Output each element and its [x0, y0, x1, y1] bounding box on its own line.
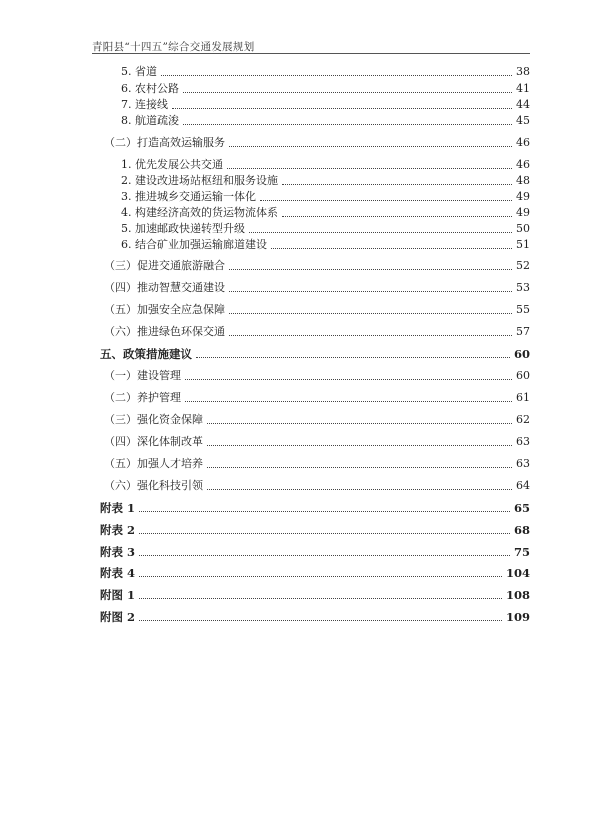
- toc-entry-page: 61: [516, 391, 530, 404]
- toc-entry[interactable]: [104, 479, 530, 493]
- toc-entry-label: 五、政策措施建议: [100, 347, 192, 361]
- toc-entry-page: 48: [516, 174, 530, 187]
- toc-entry[interactable]: [100, 545, 530, 559]
- toc-entry-label: （五）加强人才培养: [104, 457, 203, 470]
- dot-leader: [249, 232, 512, 233]
- toc-entry-label: 7. 连接线: [121, 98, 168, 111]
- toc-entry-page: 46: [516, 136, 530, 149]
- toc-entry-page: 63: [516, 435, 530, 448]
- toc-entry-page: 63: [516, 457, 530, 470]
- toc-entry-page: 68: [513, 523, 530, 537]
- toc-entry[interactable]: [121, 82, 530, 96]
- dot-leader: [207, 467, 512, 468]
- toc-entry-page: 49: [516, 206, 530, 219]
- toc-entry[interactable]: [104, 281, 530, 295]
- toc-entry[interactable]: [104, 413, 530, 427]
- dot-leader: [139, 620, 502, 621]
- toc-entry-page: 109: [505, 610, 530, 624]
- toc-entry-label: 2. 建设改进场站枢纽和服务设施: [121, 174, 278, 187]
- dot-leader: [185, 379, 512, 380]
- toc-entry-label: 附图 1: [100, 588, 136, 602]
- dot-leader: [227, 168, 512, 169]
- toc-entry-page: 55: [516, 303, 530, 316]
- toc-entry[interactable]: [104, 391, 530, 405]
- toc-entry[interactable]: [104, 136, 530, 150]
- toc-entry[interactable]: [100, 501, 530, 515]
- toc-entry-label: 5. 省道: [121, 65, 157, 78]
- toc-entry-page: 65: [513, 501, 530, 515]
- toc-entry-label: （五）加强安全应急保障: [104, 303, 225, 316]
- toc-entry-label: （二）养护管理: [104, 391, 181, 404]
- toc-entry[interactable]: [121, 174, 530, 188]
- dot-leader: [229, 291, 512, 292]
- toc-entry-label: （一）建设管理: [104, 369, 181, 382]
- toc-entry[interactable]: [121, 222, 530, 236]
- toc-entry-label: （二）打造高效运输服务: [104, 136, 225, 149]
- dot-leader: [282, 184, 512, 185]
- toc-entry[interactable]: [121, 238, 530, 252]
- toc-entry[interactable]: [100, 523, 530, 537]
- toc-entry[interactable]: [104, 303, 530, 317]
- toc-entry-page: 45: [516, 114, 530, 127]
- dot-leader: [185, 401, 512, 402]
- toc-entry[interactable]: [121, 65, 530, 79]
- dot-leader: [139, 511, 510, 512]
- dot-leader: [271, 248, 512, 249]
- toc-entry-label: （四）推动智慧交通建设: [104, 281, 225, 294]
- toc-entry-label: 附图 2: [100, 610, 136, 624]
- toc-entry-label: 3. 推进城乡交通运输一体化: [121, 190, 256, 203]
- toc-entry-label: （六）强化科技引领: [104, 479, 203, 492]
- toc-entry[interactable]: [104, 259, 530, 273]
- running-header: 青阳县“十四五”综合交通发展规划: [92, 41, 255, 53]
- dot-leader: [196, 357, 510, 358]
- toc-entry-page: 50: [516, 222, 530, 235]
- toc-entry-label: 附表 3: [100, 545, 136, 559]
- toc-entry-label: 附表 2: [100, 523, 136, 537]
- toc-entry[interactable]: [104, 325, 530, 339]
- dot-leader: [207, 423, 512, 424]
- toc-entry[interactable]: [121, 158, 530, 172]
- toc-entry-label: （三）促进交通旅游融合: [104, 259, 225, 272]
- dot-leader: [229, 313, 512, 314]
- toc-entry[interactable]: [100, 610, 530, 624]
- toc-entry-page: 64: [516, 479, 530, 492]
- dot-leader: [139, 598, 502, 599]
- toc-entry[interactable]: [100, 566, 530, 580]
- toc-entry-page: 57: [516, 325, 530, 338]
- dot-leader: [161, 75, 512, 76]
- toc-entry-label: 8. 航道疏浚: [121, 114, 179, 127]
- dot-leader: [282, 216, 512, 217]
- toc-entry-page: 49: [516, 190, 530, 203]
- toc-entry-label: 6. 农村公路: [121, 82, 179, 95]
- dot-leader: [229, 146, 512, 147]
- toc-entry[interactable]: [121, 98, 530, 112]
- dot-leader: [139, 533, 510, 534]
- toc-entry-page: 60: [513, 347, 530, 361]
- dot-leader: [183, 92, 512, 93]
- dot-leader: [260, 200, 512, 201]
- toc-entry-label: 5. 加速邮政快递转型升级: [121, 222, 245, 235]
- toc-entry-label: 附表 1: [100, 501, 136, 515]
- toc-entry-label: （四）深化体制改革: [104, 435, 203, 448]
- toc-entry-page: 75: [513, 545, 530, 559]
- toc-entry[interactable]: [121, 190, 530, 204]
- toc-entry[interactable]: [121, 206, 530, 220]
- toc-entry[interactable]: [121, 114, 530, 128]
- toc-entry-page: 53: [516, 281, 530, 294]
- dot-leader: [229, 269, 512, 270]
- toc-entry-label: 4. 构建经济高效的货运物流体系: [121, 206, 278, 219]
- toc-entry[interactable]: [104, 369, 530, 383]
- toc-entry[interactable]: [100, 588, 530, 602]
- toc-entry-label: （三）强化资金保障: [104, 413, 203, 426]
- toc-entry-page: 108: [505, 588, 530, 602]
- dot-leader: [207, 489, 512, 490]
- dot-leader: [139, 576, 502, 577]
- toc-entry[interactable]: [100, 347, 530, 361]
- toc-entry-page: 62: [516, 413, 530, 426]
- dot-leader: [139, 555, 510, 556]
- dot-leader: [229, 335, 512, 336]
- toc-entry-page: 41: [516, 82, 530, 95]
- toc-entry-page: 38: [516, 65, 530, 78]
- toc-entry-page: 51: [516, 238, 530, 251]
- toc-entry-page: 52: [516, 259, 530, 272]
- toc-entry-label: （六）推进绿色环保交通: [104, 325, 225, 338]
- toc-entry-label: 1. 优先发展公共交通: [121, 158, 223, 171]
- toc-entry-label: 附表 4: [100, 566, 136, 580]
- dot-leader: [172, 108, 512, 109]
- toc-entry-page: 60: [516, 369, 530, 382]
- toc-entry-label: 6. 结合矿业加强运输廊道建设: [121, 238, 267, 251]
- toc-entry-page: 46: [516, 158, 530, 171]
- toc-entry-page: 104: [505, 566, 530, 580]
- toc-entry-page: 44: [516, 98, 530, 111]
- dot-leader: [183, 124, 512, 125]
- toc-entry[interactable]: [104, 457, 530, 471]
- toc-entry[interactable]: [104, 435, 530, 449]
- dot-leader: [207, 445, 512, 446]
